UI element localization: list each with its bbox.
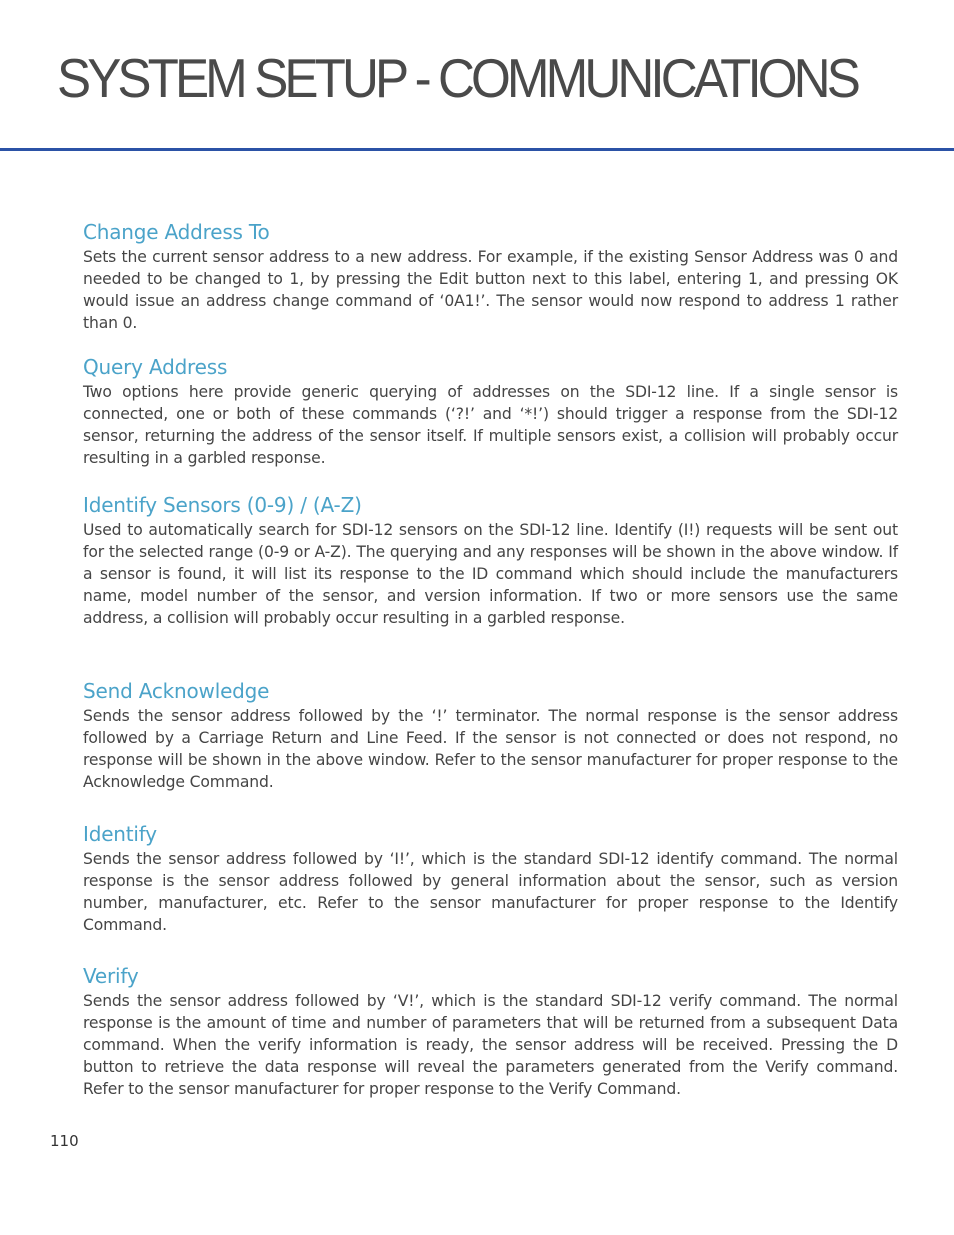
section-body: Sends the sensor address followed by the ‘!’ terminator. The normal response is the sensor address followed by a Carriage Return and Line Feed. If the sensor is not connected or does not respond, no response will be shown in the above window. Refer to the sensor manufacturer for proper response to the Acknowledge Command. bbox=[83, 707, 898, 791]
section-heading: Identify Sensors (0-9) / (A-Z) bbox=[83, 493, 362, 517]
section-send-acknowledge bbox=[83, 679, 898, 793]
section-body: Sets the current sensor address to a new address. For example, if the existing Sensor Address was 0 and needed to be changed to 1, by pressing the Edit button next to this label, entering 1, and pressing OK would issue an address change command of ‘0A1!’. The sensor would now respond to address 1 rather than 0. bbox=[83, 248, 898, 332]
section-heading: Send Acknowledge bbox=[83, 679, 270, 703]
section-heading: Verify bbox=[83, 964, 139, 988]
header-divider bbox=[0, 148, 954, 151]
page-title: SYSTEM SETUP - COMMUNICATIONS bbox=[57, 47, 857, 109]
page-number: 110 bbox=[50, 1132, 79, 1150]
section-heading: Query Address bbox=[83, 355, 228, 379]
section-body: Used to automatically search for SDI-12 sensors on the SDI-12 line. Identify (I!) requests will be sent out for the selected range (0-9 or A-Z). The querying and any responses will be shown in the above window. If a sensor is found, it will list its response to the ID command which should include the manufacturers name, model number of the sensor, and version information. If two or more sensors use the same address, a collision will probably occur resulting in a garbled response. bbox=[83, 521, 898, 627]
section-identify-sensors bbox=[83, 493, 898, 629]
section-identify bbox=[83, 822, 898, 936]
section-verify bbox=[83, 964, 898, 1100]
section-change-address bbox=[83, 220, 898, 334]
section-body: Sends the sensor address followed by ‘V!’, which is the standard SDI-12 verify command. The normal response is the amount of time and number of parameters that will be returned from a subsequent Data command. When the verify information is ready, the sensor address will be received. Pressing the D button to retrieve the data response will reveal the parameters generated from the Verify command. Refer to the sensor manufacturer for proper response to the Verify Command. bbox=[83, 992, 898, 1098]
section-body: Sends the sensor address followed by ‘I!’, which is the standard SDI-12 identify command. The normal response is the sensor address followed by general information about the sensor, such as version number, manufacturer, etc. Refer to the sensor manufacturer for proper response to the Identify Command. bbox=[83, 850, 898, 934]
section-heading: Change Address To bbox=[83, 220, 270, 244]
section-heading: Identify bbox=[83, 822, 157, 846]
section-query-address bbox=[83, 355, 898, 469]
section-body: Two options here provide generic querying of addresses on the SDI-12 line. If a single sensor is connected, one or both of these commands (‘?!’ and ‘*!’) should trigger a response from the SDI-12 sensor, returning the address of the sensor itself. If multiple sensors exist, a collision will probably occur resulting in a garbled response. bbox=[83, 383, 898, 467]
